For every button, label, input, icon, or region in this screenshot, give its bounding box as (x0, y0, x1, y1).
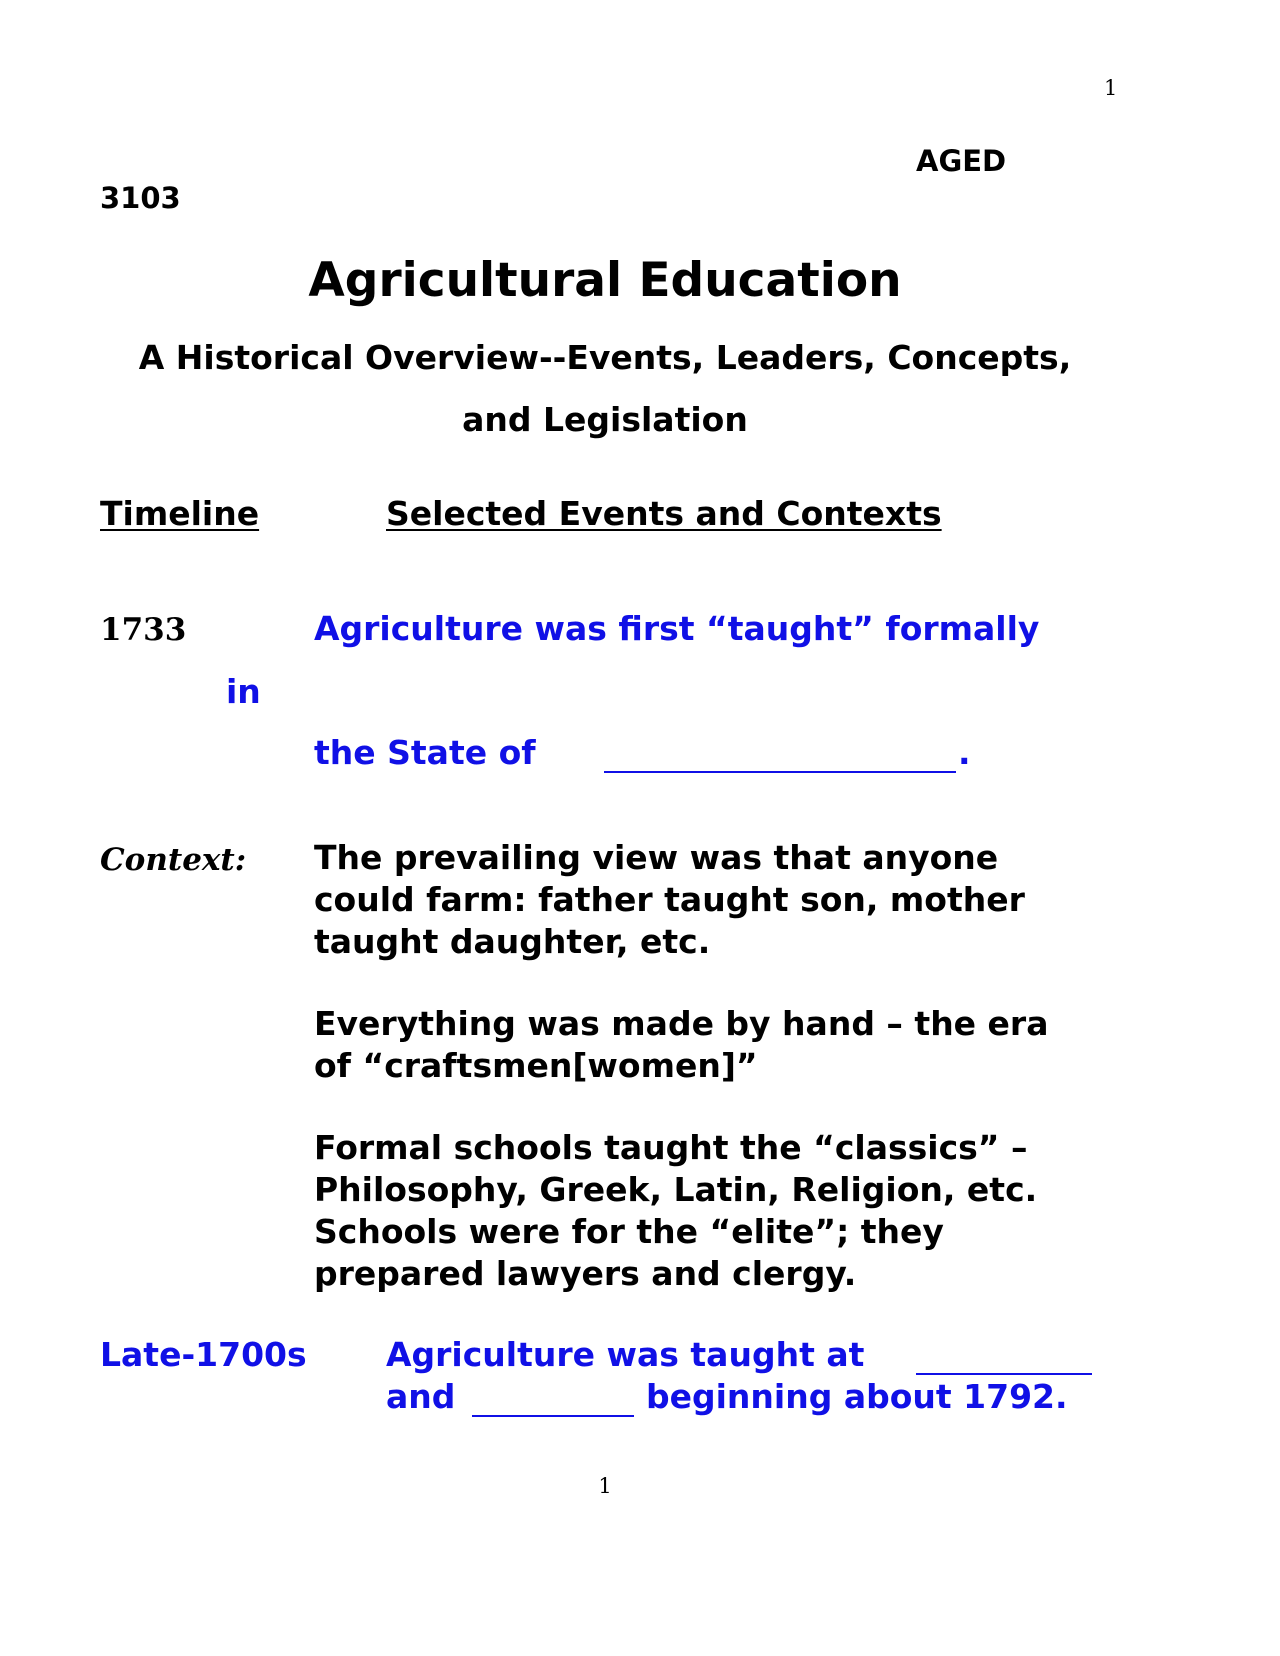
document-subtitle-line-1: A Historical Overview--Events, Leaders, Concepts, (138, 338, 1072, 377)
context-p2-line-2: of “craftsmen[women]” (314, 1046, 758, 1085)
events-heading: Selected Events and Contexts (386, 494, 942, 533)
page-number-bottom: 1 (598, 1474, 612, 1498)
context-p3-line-3: Schools were for the “elite”; they (314, 1212, 944, 1251)
context-p1-line-2: could farm: father taught son, mother (314, 880, 1025, 919)
timeline-heading: Timeline (100, 494, 260, 533)
context-p1-line-3: taught daughter, etc. (314, 922, 711, 961)
context-paragraph-1 (314, 837, 1025, 963)
context-label: Context: (100, 842, 247, 878)
event-1733-line-3 (314, 733, 536, 772)
timeline-year-late-1700s: Late-1700s (100, 1335, 307, 1374)
context-paragraph-2 (314, 1003, 1048, 1087)
fill-in-blank-2 (472, 1415, 634, 1417)
context-p1-line-1: The prevailing view was that anyone (314, 838, 999, 877)
event-1733-line-1: Agriculture was first “taught” formally (314, 609, 1040, 648)
context-p3-line-4: prepared lawyers and clergy. (314, 1254, 857, 1293)
fill-in-blank-state (604, 771, 956, 773)
context-paragraph-3 (314, 1127, 1037, 1295)
context-p3-line-2: Philosophy, Greek, Latin, Religion, etc. (314, 1170, 1038, 1209)
fill-in-blank-1 (916, 1373, 1092, 1375)
event-late-1700s-line-1: Agriculture was taught at (386, 1335, 865, 1374)
event-1733-line-3-period: . (958, 733, 971, 772)
course-code-number: 3103 (100, 181, 181, 215)
page-number-top: 1 (1104, 76, 1118, 100)
context-p3-line-1: Formal schools taught the “classics” – (314, 1128, 1028, 1167)
document-title: Agricultural Education (308, 253, 902, 308)
event-late-1700s-line-2-start: and (386, 1377, 456, 1416)
document-subtitle-line-2: and Legislation (462, 400, 748, 439)
course-code-prefix: AGED (916, 144, 1007, 178)
event-1733-line-3-text: the State of (314, 733, 536, 772)
timeline-year-1733: 1733 (100, 612, 187, 648)
event-1733-line-2: in (226, 672, 261, 711)
context-p2-line-1: Everything was made by hand – the era (314, 1004, 1049, 1043)
event-late-1700s-line-2-end: beginning about 1792. (646, 1377, 1068, 1416)
